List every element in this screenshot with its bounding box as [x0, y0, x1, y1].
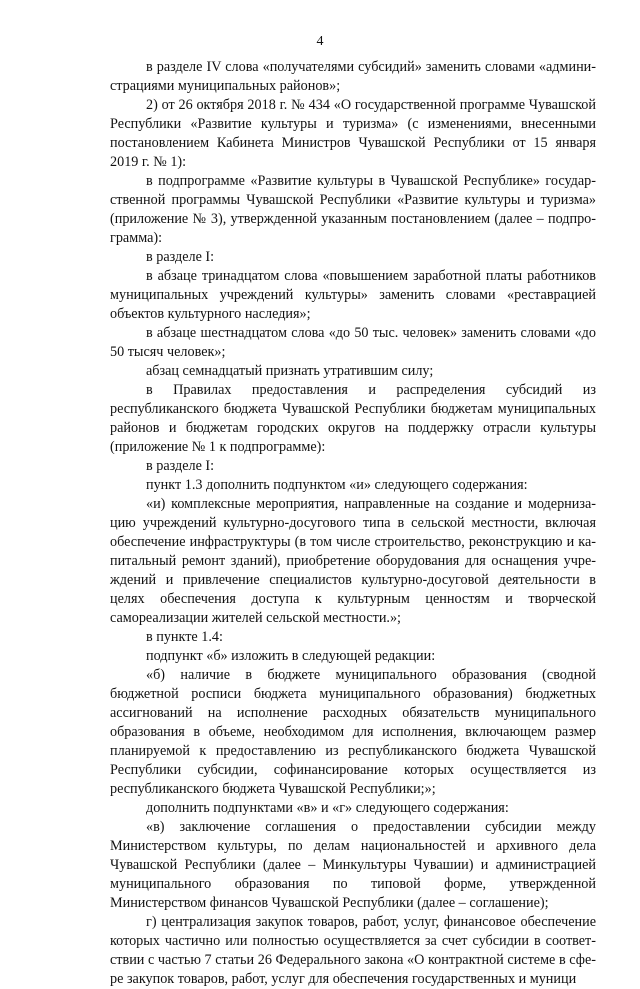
document-body	[110, 58, 596, 989]
paragraph: в разделе IV слова «получателями субсидий» заменить словами «администрациями муниципальных районов»;	[110, 59, 596, 94]
paragraph: «б) наличие в бюджете муниципального образования (сводной бюджетной росписи бюджета муниципального образования) бюджетных ассигнований на исполнение расходных обязательств муниципального образования в объеме, необходимом для исполнения, включающем размер планируемой к предоставлению из республиканского бюджета Чувашской Республики субсидии, софинансирование которых осуществляется из республиканского бюджета Чувашской Республики;»;	[110, 667, 596, 797]
paragraph: в пункте 1.4:	[146, 629, 223, 645]
paragraph: «и) комплексные мероприятия, направленные на создание и модернизацию учреждений культурно-досугового типа в сельской местности, включая обеспечение инфраструктуры (в том числе строительство, реконструкцию и капитальный ремонт зданий), приобретение оборудования для оснащения учреждений и привлечение специалистов культурно-досуговой деятельности в целях обеспечения доступа к культурным ценностям и творческой самореализации жителей сельской местности.»;	[110, 496, 596, 626]
paragraph: в Правилах предоставления и распределения субсидий из республиканского бюджета Чувашской Республики бюджетам муниципальных районов и бюджетам городских округов на поддержку отрасли культуры (приложение № 1 к подпрограмме):	[110, 382, 596, 455]
paragraph: в разделе I:	[146, 458, 215, 474]
paragraph: дополнить подпунктами «в» и «г» следующего содержания:	[146, 800, 509, 816]
paragraph: абзац семнадцатый признать утратившим силу;	[146, 363, 434, 379]
paragraph: в абзаце шестнадцатом слова «до 50 тыс. человек» заменить словами «до 50 тысяч человек»;	[110, 325, 596, 360]
paragraph: 2) от 26 октября 2018 г. № 434 «О государственной программе Чувашской Республики «Развитие культуры и туризма» (с изменениями, внесенными постановлением Кабинета Министров Чувашской Республики от 15 января 2019 г. № 1):	[110, 97, 596, 170]
paragraph: подпункт «б» изложить в следующей редакции:	[146, 648, 436, 664]
paragraph: г) централизация закупок товаров, работ, услуг, финансовое обеспечение которых частично или полностью осуществляется за счет субсидии в соответствии с частью 7 статьи 26 Федерального закона «О контрактной системе в сфере закупок товаров, работ, услуг для обеспечения государственных и муници	[110, 914, 596, 987]
paragraph: пункт 1.3 дополнить подпунктом «и» следующего содержания:	[146, 477, 528, 493]
paragraph: «в) заключение соглашения о предоставлении субсидии между Министерством культуры, по делам национальностей и архивного дела Чувашской Республики (далее – Минкультуры Чувашии) и администрацией муниципального образования по типовой форме, утвержденной Министерством финансов Чувашской Республики (далее – соглашение);	[110, 819, 596, 911]
page-number: 4	[316, 34, 324, 49]
paragraph: в разделе I:	[146, 249, 215, 265]
paragraph: в абзаце тринадцатом слова «повышением заработной платы работников муниципальных учреждений культуры» заменить словами «реставрацией объектов культурного наследия»;	[110, 268, 596, 322]
paragraph: в подпрограмме «Развитие культуры в Чувашской Республике» государственной программы Чувашской Республики «Развитие культуры и туризма» (приложение № 3), утвержденной указанным постановлением (далее – подпрограмма):	[110, 173, 596, 246]
